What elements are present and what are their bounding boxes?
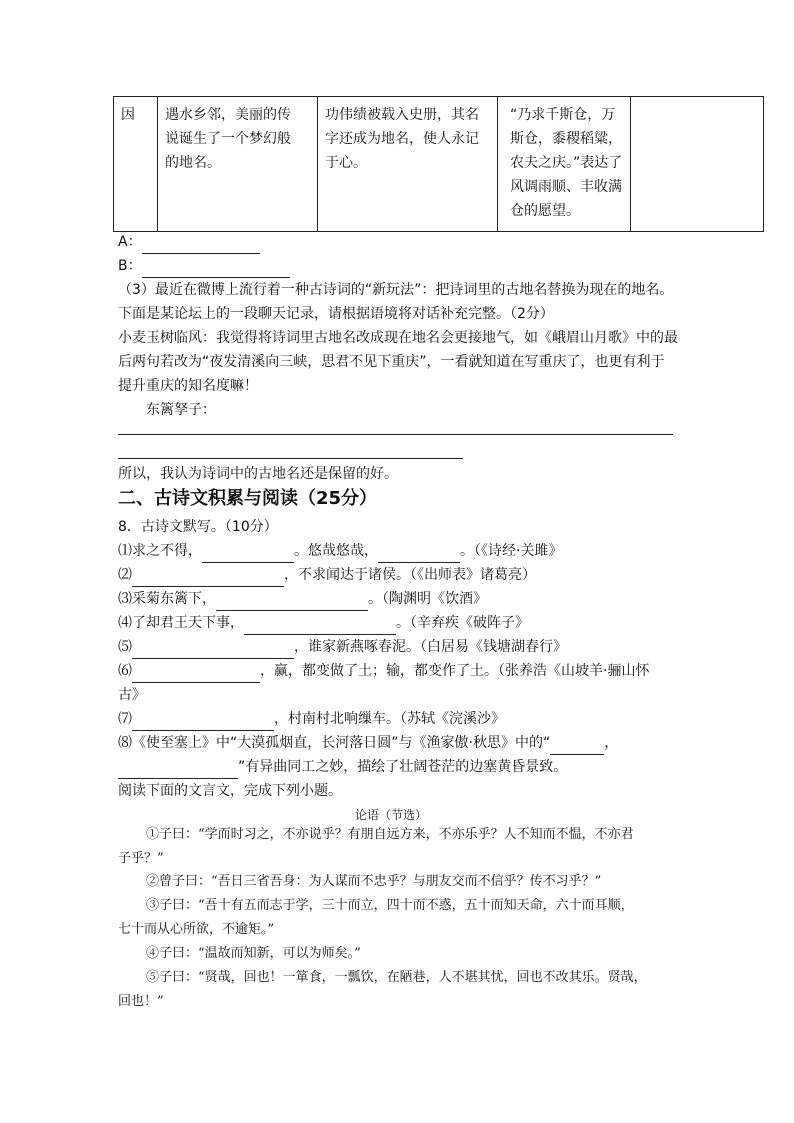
item-text: 采菊东篱下， bbox=[132, 591, 216, 607]
fill-blank[interactable] bbox=[550, 738, 604, 755]
fill-blank[interactable] bbox=[378, 546, 460, 563]
passage-line: 七十而从心所欲，不逾矩。” bbox=[118, 922, 275, 937]
q8-item-4 bbox=[118, 611, 529, 635]
q3-line: （3）最近在微博上流行着一种古诗词的“新玩法”：把诗词里的古地名替换为现在的地名。 bbox=[118, 282, 674, 298]
fill-blank[interactable] bbox=[244, 618, 396, 635]
item-text: 。（陶渊明《饮酒》 bbox=[368, 591, 487, 607]
q8-item-8 bbox=[118, 731, 618, 755]
table-cell: “乃求千斯仓，万斯仓，黍稷稻粱，农夫之庆。”表达了风调雨顺、丰收满仓的愿望。 bbox=[498, 97, 631, 232]
table-cell: 因 bbox=[114, 97, 158, 232]
passage-line: ⑤子曰：“贤哉，回也！一箪食，一瓢饮，在陋巷，人不堪其忧，回也不改其乐。贤哉， bbox=[146, 970, 647, 985]
fill-blank[interactable] bbox=[216, 594, 368, 611]
q8-title: 8．古诗文默写。（10分） bbox=[118, 519, 278, 535]
q8-item-5 bbox=[118, 635, 567, 659]
item-number: ⑹ bbox=[118, 663, 132, 679]
q3-line: 下面是某论坛上的一段聊天记录，请根据语境将对话补充完整。（2分） bbox=[118, 306, 554, 322]
answer-line[interactable] bbox=[118, 458, 463, 459]
item-text: ，谁家新燕啄春泥。（白居易《钱塘湖春行》 bbox=[294, 639, 567, 655]
answer-line[interactable] bbox=[118, 434, 673, 435]
fill-blank[interactable] bbox=[132, 570, 284, 587]
table-cell: 功伟绩被载入史册，其名字还成为地名，使人永记于心。 bbox=[318, 97, 498, 232]
fill-blank[interactable] bbox=[132, 642, 294, 659]
q8-item-3 bbox=[118, 587, 487, 611]
item-text: ，赢，都变做了土；输，都变作了土。（张养浩《山坡羊·骊山怀 bbox=[260, 663, 650, 679]
item-number: ⑵ bbox=[118, 567, 132, 583]
passage-line: ③子曰：“吾十有五而志于学，三十而立，四十而不惑，五十而知天命，六十而耳顺， bbox=[146, 898, 634, 913]
table-cell: 遇水乡邻，美丽的传说诞生了一个梦幻般的地名。 bbox=[158, 97, 318, 232]
passage-line: ②曾子曰：“吾日三省吾身：为人谋而不忠乎？与朋友交而不信乎？传不习乎？” bbox=[146, 874, 602, 889]
q3-line: 提升重庆的知名度嘛！ bbox=[118, 378, 258, 394]
passage-line: ④子曰：“温故而知新，可以为师矣。” bbox=[146, 946, 361, 961]
q8-item-6-cont: 古》 bbox=[118, 687, 146, 703]
q8-item-6 bbox=[118, 659, 649, 683]
item-text: 。悠哉悠哉， bbox=[294, 543, 378, 559]
item-number: ⑴ bbox=[118, 543, 132, 559]
item-number: ⑷ bbox=[118, 615, 132, 631]
item-text: 。（《诗经·关雎》 bbox=[460, 543, 563, 559]
item-text: 《使至塞上》中“大漠孤烟直，长河落日圆”与《渔家傲·秋思》中的“ bbox=[132, 735, 551, 751]
answer-b-blank[interactable] bbox=[142, 261, 290, 278]
q8-item-8-cont bbox=[118, 755, 567, 779]
comparison-table bbox=[113, 96, 764, 232]
item-text: ”有异曲同工之妙，描绘了壮阔苍茫的边塞黄昏景致。 bbox=[238, 759, 568, 775]
item-text: 了却君王天下事， bbox=[132, 615, 244, 631]
item-number: ⑻ bbox=[118, 735, 132, 751]
q8-item-7 bbox=[118, 707, 505, 731]
fill-blank[interactable] bbox=[132, 714, 274, 731]
fill-blank[interactable] bbox=[118, 762, 238, 779]
item-number: ⑸ bbox=[118, 639, 132, 655]
item-text: 求之不得， bbox=[132, 543, 202, 559]
table-cell bbox=[631, 97, 764, 232]
passage-title: 论语（节选） bbox=[355, 808, 428, 822]
item-text: ， bbox=[604, 735, 619, 751]
item-text: ，村南村北响缫车。（苏轼《浣溪沙》 bbox=[274, 711, 505, 727]
passage-line: 回也！” bbox=[118, 994, 164, 1009]
q3-conclusion: 所以，我认为诗词中的古地名还是保留的好。 bbox=[118, 466, 398, 482]
fill-blank[interactable] bbox=[202, 546, 294, 563]
item-number: ⑺ bbox=[118, 711, 132, 727]
q3-speaker: 东篱孥子： bbox=[146, 402, 216, 418]
answer-a-blank[interactable] bbox=[142, 237, 260, 254]
q3-line: 小麦玉树临风：我觉得将诗词里古地名改成现在地名会更接地气，如《峨眉山月歌》中的最 bbox=[118, 330, 678, 346]
fill-blank[interactable] bbox=[132, 666, 260, 683]
q8-item-2 bbox=[118, 563, 536, 587]
reading-intro: 阅读下面的文言文，完成下列小题。 bbox=[118, 783, 342, 799]
q3-line: 后两句若改为“夜发清溪向三峡，思君不见下重庆”，一看就知道在写重庆了，也更有利于 bbox=[118, 354, 665, 370]
section-title: 二、古诗文积累与阅读（25分） bbox=[118, 488, 378, 509]
passage-line: 子乎？” bbox=[118, 851, 164, 866]
item-number: ⑶ bbox=[118, 591, 132, 607]
answer-b-label: B： bbox=[118, 258, 142, 274]
item-text: 。（辛弃疾《破阵子》 bbox=[396, 615, 529, 631]
answer-b-row bbox=[118, 254, 290, 278]
answer-a-label: A： bbox=[118, 234, 142, 250]
table-row bbox=[114, 97, 764, 232]
passage-line: ①子曰：“学而时习之，不亦说乎？有朋自远方来，不亦乐乎？人不知而不愠，不亦君 bbox=[146, 827, 634, 842]
q8-item-1 bbox=[118, 539, 562, 563]
answer-a-row bbox=[118, 230, 260, 254]
item-text: ，不求闻达于诸侯。（《出师表》诸葛亮） bbox=[284, 567, 536, 583]
